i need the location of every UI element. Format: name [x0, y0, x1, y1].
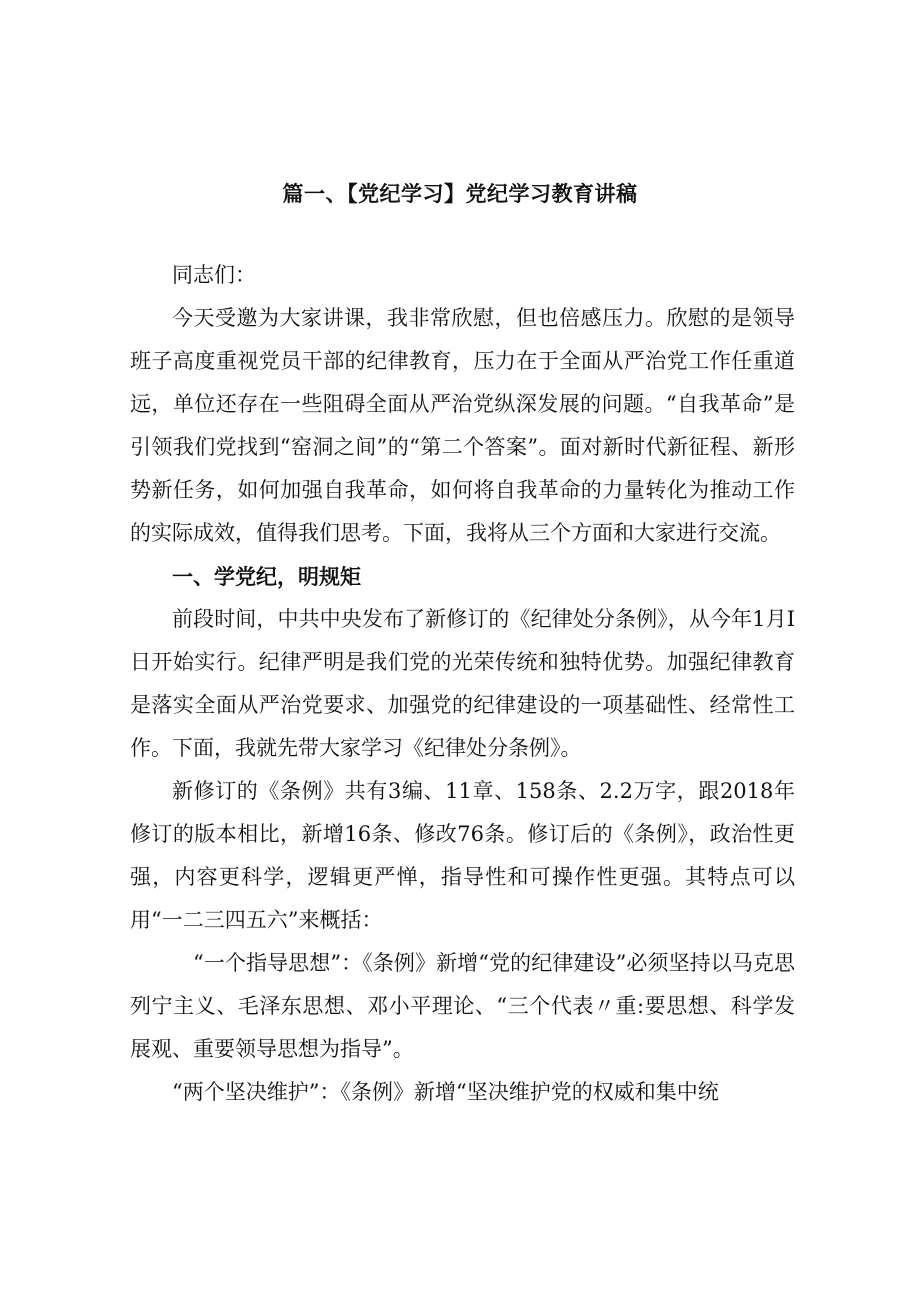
body-paragraph: 前段时间，中共中央发布了新修订的《纪律处分条例》，从今年1月I日开始实行。纪律严明是我们党的光荣传统和独特优势。加强纪律教育是落实全面从严治党要求、加强党的纪律建设的一项基础性、经常性工作。下面，我就先带大家学习《纪律处分条例》。: [130, 607, 795, 760]
section-heading: 一、学党纪，明规矩: [172, 564, 361, 589]
body-paragraph: “两个坚决维护”：《条例》新增“坚决维护党的权威和集中统: [172, 1080, 719, 1104]
intro-paragraph: 今天受邀为大家讲课，我非常欣慰，但也倍感压力。欣慰的是领导班子高度重视党员干部的纪律教育，压力在于全面从严治党工作任重道远，单位还存在一些阻碍全面从严治党纵深发展的问题。“自我革命”是引领我们党找到“窑洞之间”的“第二个答案”。面对新时代新征程、新形势新任务，如何加强自我革命，如何将自我革命的力量转化为推动工作的实际成效，值得我们思考。下面，我将从三个方面和大家进行交流。: [130, 306, 795, 545]
salutation: 同志们：: [172, 263, 256, 287]
document-title: 篇一、【党纪学习】党纪学习教育讲稿: [282, 181, 638, 206]
body-paragraph: 新修订的《条例》共有3编、11章、158条、2.2万字，跟2018年修订的版本相比，新增16条、修改76条。修订后的《条例》，政治性更强，内容更科学，逻辑更严惮，指导性和可操作性更强。其特点可以用“一二三四五六”来概括：: [130, 779, 795, 932]
body-paragraph: “一个指导思想”：《条例》新增“党的纪律建设”必须坚持以马克思列宁主义、毛泽东思想、邓小平理论、“三个代表〃重:要思想、科学发展观、重要领导思想为指导”。: [130, 951, 795, 1061]
document-body: [130, 254, 795, 1114]
